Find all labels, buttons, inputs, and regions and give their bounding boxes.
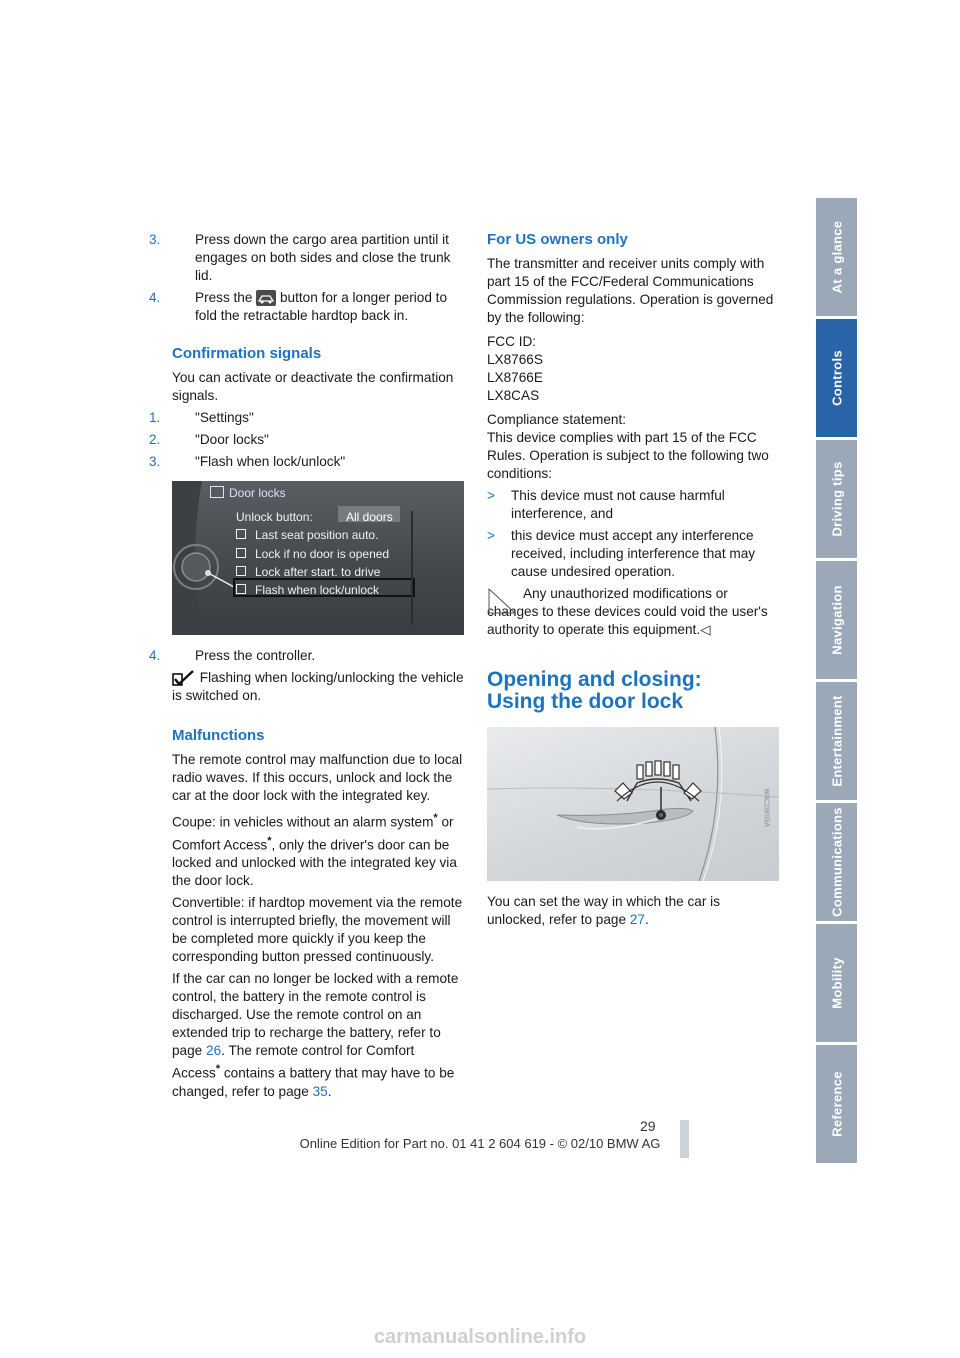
convertible-top-icon xyxy=(256,290,276,306)
warning-note: Any unauthorized modifications or changes to these devices could void the user's authority to operate this equipment.◁ xyxy=(487,586,768,637)
checkbox-icon xyxy=(236,566,246,576)
door-lock-heading: Opening and closing: Using the door lock xyxy=(487,668,702,713)
confirmation-intro: You can activate or deactivate the confirmation signals. xyxy=(172,370,454,403)
door-lock-photo xyxy=(487,727,779,881)
page-link-27[interactable]: 27 xyxy=(629,912,645,927)
malfunctions-p1: The remote control may malfunction due to local radio waves. If this occurs, unlock and lock the car at the door lock with the integrated key. xyxy=(172,752,463,803)
checkbox-icon xyxy=(236,584,246,594)
unlock-button-value: All doors xyxy=(346,510,393,524)
confirm-step-1: 1. "Settings" xyxy=(149,410,254,425)
malfunctions-p4: If the car can no longer be locked with a remote control, the battery in the remote control is discharged. Use the remote control on an extended trip to recharge the battery, refer to page 26. The remote control for Comfort Access* contains a battery that may have to be changed, refer to page 35. xyxy=(172,971,459,1099)
step-3: 3. Press down the cargo area partition until it engages on both sides and close the trunk lid. xyxy=(149,232,451,283)
tab-driving-tips[interactable]: Driving tips xyxy=(816,440,857,558)
malfunctions-p3: Convertible: if hardtop movement via the remote control is interrupted briefly, the movement will be completed more quickly if you keep the corresponding button pressed continuously. xyxy=(172,895,463,965)
chapter-tabs xyxy=(816,198,857,1166)
screen-item-2: Lock if no door is opened xyxy=(236,545,389,563)
us-owners-heading: For US owners only xyxy=(487,231,628,248)
note-arrow-icon xyxy=(487,587,517,615)
tab-mobility[interactable]: Mobility xyxy=(816,924,857,1042)
checkmark-icon xyxy=(172,670,196,686)
settings-icon xyxy=(210,486,224,498)
unlock-button-setting: Unlock button: xyxy=(236,510,313,524)
screen-title: Door locks xyxy=(210,484,286,502)
tab-at-a-glance[interactable]: At a glance xyxy=(816,198,857,316)
photo-code: W4C29IS5A xyxy=(763,788,770,827)
page-number: 29 xyxy=(640,1118,656,1134)
tab-communications[interactable]: Communications xyxy=(816,803,857,921)
fcc-condition-2: > this device must accept any interference received, including interference that may cause undesired operation. xyxy=(487,528,756,579)
screen-item-4: Flash when lock/unlock xyxy=(236,581,379,599)
compliance-block: Compliance statement: This device complies with part 15 of the FCC Rules. Operation is subject to the following two conditions: xyxy=(487,412,769,481)
idrive-screenshot xyxy=(172,481,464,635)
left-column xyxy=(149,231,464,1105)
screen-item-3: Lock after start. to drive xyxy=(236,563,380,581)
tab-controls[interactable]: Controls xyxy=(816,319,857,437)
page-link-35[interactable]: 35 xyxy=(312,1083,328,1099)
watermark: carmanualsonline.info xyxy=(373,1326,587,1348)
fcc-condition-1: > This device must not cause harmful interference, and xyxy=(487,488,725,521)
tab-reference[interactable]: Reference xyxy=(816,1045,857,1163)
fcc-id-block: FCC ID: LX8766S LX8766E LX8CAS xyxy=(487,334,543,403)
fcc-intro: The transmitter and receiver units comply with part 15 of the FCC/Federal Communications Commission regulations. Operation is governed by the following: xyxy=(487,256,774,325)
door-lock-text: You can set the way in which the car is unlocked, refer to page 27. xyxy=(487,894,720,927)
page-link-26[interactable]: 26 xyxy=(206,1043,222,1059)
step-4-controller: 4. Press the controller. xyxy=(149,648,316,663)
screen-item-1: Last seat position auto. xyxy=(236,526,378,544)
malfunctions-heading: Malfunctions xyxy=(172,727,265,744)
checkbox-icon xyxy=(236,529,246,539)
tab-entertainment[interactable]: Entertainment xyxy=(816,682,857,800)
right-column xyxy=(487,231,779,933)
malfunctions-p2: Coupe: in vehicles without an alarm system* or Comfort Access*, only the driver's door can be locked and unlocked with the integrated key via the door lock. xyxy=(172,812,457,889)
tab-navigation[interactable]: Navigation xyxy=(816,561,857,679)
flash-note: Flashing when locking/unlocking the vehicle is switched on. xyxy=(172,670,464,703)
checkbox-icon xyxy=(236,548,246,558)
confirm-step-3: 3. "Flash when lock/unlock" xyxy=(149,454,346,469)
confirm-step-2: 2. "Door locks" xyxy=(149,432,269,447)
footer-edition: Online Edition for Part no. 01 41 2 604 619 - © 02/10 BMW AG xyxy=(299,1136,661,1151)
step-4: 4. Press the button for a longer period to fold the retractable hardtop back in. xyxy=(149,290,447,323)
confirmation-signals-heading: Confirmation signals xyxy=(172,345,322,362)
